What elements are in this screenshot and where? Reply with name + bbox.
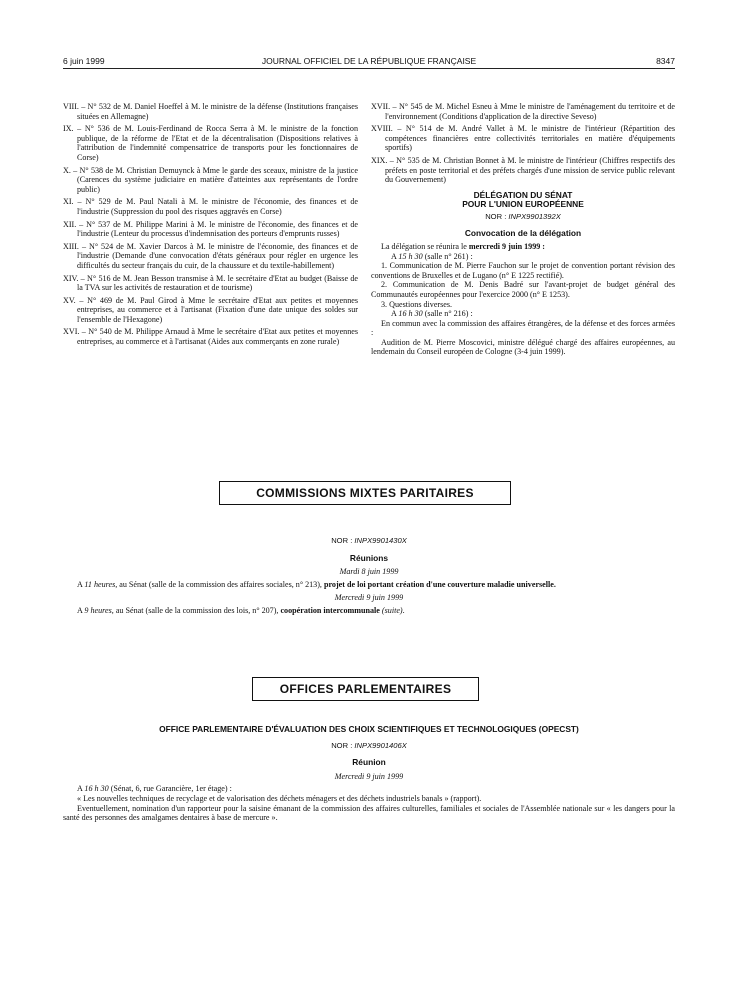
time-prefix: A xyxy=(391,251,399,261)
time-slot-2 xyxy=(371,309,675,319)
cmp-section-box: COMMISSIONS MIXTES PARITAIRES xyxy=(219,481,511,505)
header-rule xyxy=(63,68,675,69)
header-date: 6 juin 1999 xyxy=(63,56,105,66)
delegation-title-line1: DÉLÉGATION DU SÉNAT xyxy=(473,189,573,200)
agenda-item: En commun avec la commission des affaires étrangères, de la défense et des forces armées : xyxy=(371,318,675,338)
header-title: JOURNAL OFFICIEL DE LA RÉPUBLIQUE FRANÇAISE xyxy=(261,56,477,66)
meeting-entry xyxy=(63,606,675,616)
cmp-section xyxy=(63,534,675,616)
agenda-item: 2. Communication de M. Denis Badré sur l'avant-projet de budget général des Communautés européennes pour l'exercice 2000 (n° E 1253). xyxy=(371,280,675,299)
time-value: 16 h 30 xyxy=(398,309,423,319)
delegation-intro xyxy=(371,242,675,252)
agenda-item: 3. Questions diverses. xyxy=(381,299,453,309)
nor-code: INPX9901406X xyxy=(354,740,407,750)
delegation-title-line2: POUR L'UNION EUROPÉENNE xyxy=(462,199,584,210)
punctuation: . xyxy=(402,605,405,615)
agenda-subject: projet de loi portant création d'une couverture maladie universelle. xyxy=(323,579,556,589)
question-item: XII. – N° 537 de M. Philippe Marini à M. le ministre de l'économie, des finances et de l'industrie (Lenteur du processus d'indemnisation des porteurs d'emprunts russes) xyxy=(63,219,358,239)
agenda-subject: coopération intercommunale xyxy=(280,605,380,615)
time-prefix: A xyxy=(77,579,85,589)
location-text: , au Sénat (salle de la commission des lois, n° 207), xyxy=(111,605,281,615)
intro-date: mercredi 9 juin 1999 : xyxy=(468,241,546,251)
meeting-date: Mercredi 9 juin 1999 xyxy=(334,771,404,781)
delegation-nor xyxy=(371,212,675,222)
location-text: (Sénat, 6, rue Garancière, 1er étage) : xyxy=(108,784,232,794)
question-item: XVI. – N° 540 de M. Philippe Arnaud à Mme le secrétaire d'Etat aux petites et moyennes entreprises, au commerce et à l'artisanat (Aides aux commerçants en zone rurale) xyxy=(63,327,358,347)
time-prefix: A xyxy=(391,309,399,319)
agenda-note: (suite) xyxy=(379,605,403,615)
left-column xyxy=(63,102,358,350)
meeting-entry xyxy=(63,784,675,794)
time-value: 15 h 30 xyxy=(398,251,423,261)
agenda-item: 1. Communication de M. Pierre Fauchon sur le projet de convention portant révision des conventions de Bruxelles et de Lugano (n° E 1225 rectifié). xyxy=(371,261,675,280)
question-item: XV. – N° 469 de M. Paul Girod à Mme le secrétaire d'Etat aux petites et moyennes entreprises, au commerce et à l'artisanat (Fixation d'une date unique des soldes sur l'ensemble de l'Hexagone) xyxy=(63,295,358,324)
question-item: XIV. – N° 516 de M. Jean Besson transmise à M. le secrétaire d'Etat au budget (Baisse de la TVA sur les activités de restauration et de tourisme) xyxy=(63,273,358,293)
question-item: XIII. – N° 524 de M. Xavier Darcos à M. le ministre de l'économie, des finances et de l'industrie (Demande d'une convocation d'états généraux pour régler en urgence les difficultés du secteur français du cuir, de la chaussure et du textile-habillement) xyxy=(63,241,358,270)
agenda-item: Audition de M. Pierre Moscovici, ministre délégué chargé des affaires européennes, au lendemain du Conseil européen de Cologne (3-4 juin 1999). xyxy=(371,337,675,357)
right-column xyxy=(371,102,675,357)
time-prefix: A xyxy=(77,605,85,615)
convocation-title: Convocation de la délégation xyxy=(464,228,582,239)
nor-prefix: NOR : xyxy=(331,740,355,750)
question-item: VIII. – N° 532 de M. Daniel Hoeffel à M. le ministre de la défense (Institutions françaises situées en Allemagne) xyxy=(63,102,358,121)
opecst-section xyxy=(63,725,675,823)
nor-prefix: NOR : xyxy=(331,536,355,545)
time-value: 16 h 30 xyxy=(84,784,109,794)
time-slot-1 xyxy=(371,252,675,262)
time-prefix: A xyxy=(77,784,85,794)
nor-prefix: NOR : xyxy=(485,211,509,221)
nor-code: INPX9901430X xyxy=(354,536,407,545)
question-item: XVII. – N° 545 de M. Michel Esneu à Mme le ministre de l'aménagement du territoire et de l'environnement (Conditions d'application de la directive Seveso) xyxy=(371,102,675,121)
reunion-heading: Réunion xyxy=(352,757,386,768)
question-item: XIX. – N° 535 de M. Christian Bonnet à M. le ministre de l'intérieur (Chiffres respectifs des préfets en poste territorial et des préfets chargés d'une mission de service public relevant du Gouvernement) xyxy=(371,155,675,185)
nor-code: INPX9901392X xyxy=(508,211,561,221)
agenda-item: « Les nouvelles techniques de recyclage et de valorisation des déchets ménagers et des déchets industriels banals » (rapport). xyxy=(77,793,482,803)
intro-text: La délégation se réunira le xyxy=(381,241,469,251)
location-text: , au Sénat (salle de la commission des affaires sociales, n° 213), xyxy=(115,579,324,589)
reunions-heading: Réunions xyxy=(349,552,389,563)
question-item: IX. – N° 536 de M. Louis-Ferdinand de Rocca Serra à M. le ministre de la fonction publique, de la réforme de l'Etat et de la décentralisation (Dispositions relatives à l'attribution de l'indemnité compensatrice de transports pour les fonctionnaires de Corse) xyxy=(63,124,358,162)
delegation-title xyxy=(371,191,675,210)
meeting-entry xyxy=(63,580,675,590)
room-text: (salle n° 261) : xyxy=(422,251,473,261)
agenda-item: Eventuellement, nomination d'un rapporteur pour la saisine émanant de la commission des affaires culturelles, familiales et sociales de l'Assemblée nationale sur « les dangers pour la santé des personnes des amalgames dentaires à base de mercure ». xyxy=(63,803,675,823)
meeting-date: Mardi 8 juin 1999 xyxy=(339,567,399,577)
time-value: 9 heures xyxy=(84,605,112,615)
meeting-date: Mercredi 9 juin 1999 xyxy=(334,593,404,603)
cmp-nor xyxy=(63,536,675,546)
time-value: 11 heures xyxy=(84,579,116,589)
opecst-title: OFFICE PARLEMENTAIRE D'ÉVALUATION DES CHOIX SCIENTIFIQUES ET TECHNOLOGIQUES (OPECST) xyxy=(159,724,579,734)
opecst-nor xyxy=(63,741,675,751)
room-text: (salle n° 216) : xyxy=(422,309,473,319)
question-item: XVIII. – N° 514 de M. André Vallet à M. le ministre de l'intérieur (Répartition des compétences financières entre collectivités territoriales en matière d'équipements sportifs) xyxy=(371,124,675,153)
header-page-number: 8347 xyxy=(656,56,675,66)
question-item: X. – N° 538 de M. Christian Demuynck à Mme le garde des sceaux, ministre de la justice (Carences du système judiciaire en matière d'atteintes aux représentants de l'ordre public) xyxy=(63,165,358,194)
question-item: XI. – N° 529 de M. Paul Natali à M. le ministre de l'économie, des finances et de l'industrie (Suppression du pool des risques aggravés en Corse) xyxy=(63,197,358,216)
offices-section-box: OFFICES PARLEMENTAIRES xyxy=(252,677,479,701)
